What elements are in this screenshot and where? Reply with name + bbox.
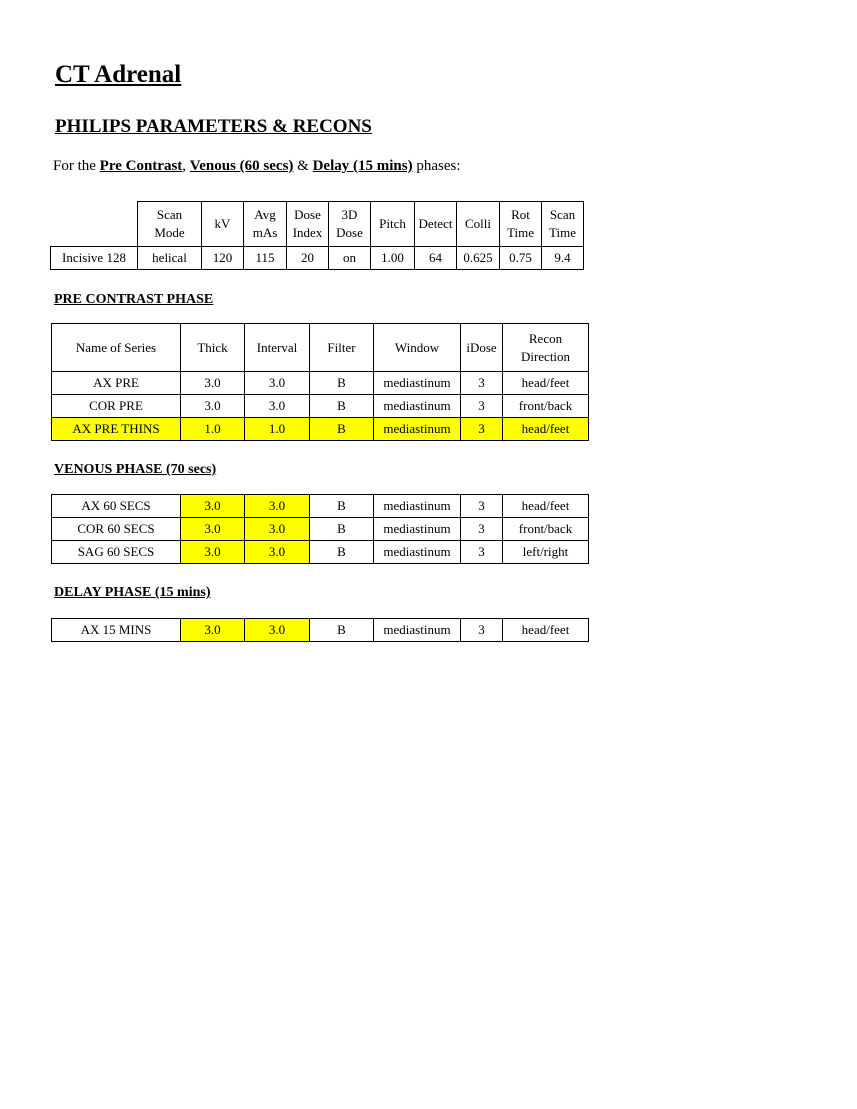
section-heading-pre-contrast: PRE CONTRAST PHASE [54, 292, 214, 307]
scan-parameters-table [50, 201, 584, 270]
header-cell-scan-mode: Scan Mode [138, 202, 202, 247]
table-cell-highlighted: 3.0 [245, 619, 310, 642]
header-cell-3d-dose: 3D Dose [329, 202, 371, 247]
table-cell: 3 [461, 541, 503, 564]
table-cell: B [310, 518, 374, 541]
table-cell: mediastinum [374, 518, 461, 541]
table-cell-highlighted: 3.0 [245, 495, 310, 518]
table-cell-highlighted: 3.0 [181, 541, 245, 564]
table-cell: B [310, 541, 374, 564]
header-cell-dose-index: Dose Index [287, 202, 329, 247]
page-subtitle: PHILIPS PARAMETERS & RECONS [55, 116, 372, 137]
table-row [51, 247, 584, 270]
header-cell-detect: Detect [415, 202, 457, 247]
table-cell: AX 60 SECS [52, 495, 181, 518]
header-cell-rot-time: Rot Time [500, 202, 542, 247]
table-cell: 64 [415, 247, 457, 270]
intro-prefix: For the [53, 158, 100, 174]
table-cell: 3 [461, 418, 503, 441]
table-cell: 3 [461, 372, 503, 395]
table-cell: AX 15 MINS [52, 619, 181, 642]
table-cell: 3 [461, 495, 503, 518]
section-heading-venous: VENOUS PHASE (70 secs) [54, 462, 217, 477]
header-cell-pitch: Pitch [371, 202, 415, 247]
table-row-highlighted [52, 418, 589, 441]
venous-table [51, 494, 589, 564]
table-cell: COR PRE [52, 395, 181, 418]
table-cell: 3.0 [245, 372, 310, 395]
header-cell-filter: Filter [310, 324, 374, 372]
page-title: CT Adrenal [55, 61, 182, 88]
table-cell: 1.0 [181, 418, 245, 441]
table-cell: B [310, 495, 374, 518]
intro-phase-venous: Venous (60 secs) [189, 158, 294, 174]
table-cell: COR 60 SECS [52, 518, 181, 541]
table-cell: mediastinum [374, 418, 461, 441]
table-cell: AX PRE [52, 372, 181, 395]
intro-phase-delay: Delay (15 mins) [312, 158, 413, 174]
table-cell: B [310, 619, 374, 642]
header-cell-interval: Interval [245, 324, 310, 372]
table-cell: head/feet [503, 372, 589, 395]
table-cell: mediastinum [374, 372, 461, 395]
table-cell: helical [138, 247, 202, 270]
intro-text [53, 156, 461, 176]
table-cell: 9.4 [542, 247, 584, 270]
table-cell-highlighted: 3.0 [245, 541, 310, 564]
table-cell: 3 [461, 518, 503, 541]
table-cell: 1.00 [371, 247, 415, 270]
header-cell-scan-time: Scan Time [542, 202, 584, 247]
table-cell-highlighted: 3.0 [181, 495, 245, 518]
delay-table [51, 618, 589, 642]
table-cell-highlighted: 3.0 [181, 518, 245, 541]
table-cell: Incisive 128 [51, 247, 138, 270]
table-cell: AX PRE THINS [52, 418, 181, 441]
table-cell: mediastinum [374, 619, 461, 642]
table-row [52, 619, 589, 642]
table-row [52, 495, 589, 518]
table-cell: head/feet [503, 418, 589, 441]
table-cell: 0.625 [457, 247, 500, 270]
header-cell-kv: kV [202, 202, 244, 247]
table-cell: left/right [503, 541, 589, 564]
intro-sep-2: & [293, 158, 313, 174]
pre-contrast-header-row [52, 324, 589, 372]
table-cell: on [329, 247, 371, 270]
header-cell-colli: Colli [457, 202, 500, 247]
pre-contrast-table [51, 323, 589, 441]
section-heading-delay: DELAY PHASE (15 mins) [54, 585, 211, 600]
table-cell-highlighted: 3.0 [181, 619, 245, 642]
table-cell: B [310, 372, 374, 395]
header-cell-avg-mas: Avg mAs [244, 202, 287, 247]
header-cell-idose: iDose [461, 324, 503, 372]
table-cell: 115 [244, 247, 287, 270]
table-cell: 0.75 [500, 247, 542, 270]
table-row [52, 541, 589, 564]
table-cell: 20 [287, 247, 329, 270]
header-cell-window: Window [374, 324, 461, 372]
header-cell-recon-direction: Recon Direction [503, 324, 589, 372]
table-cell: 3.0 [181, 372, 245, 395]
table-cell: B [310, 418, 374, 441]
table-cell: mediastinum [374, 395, 461, 418]
table-cell: mediastinum [374, 495, 461, 518]
header-cell-series-name: Name of Series [52, 324, 181, 372]
table-cell: 3.0 [245, 395, 310, 418]
table-cell-highlighted: 3.0 [245, 518, 310, 541]
header-cell-blank [51, 202, 138, 247]
table-cell: head/feet [503, 619, 589, 642]
intro-suffix: phases: [412, 158, 461, 174]
table-cell: mediastinum [374, 541, 461, 564]
table-cell: 3.0 [181, 395, 245, 418]
table-cell: front/back [503, 518, 589, 541]
table-cell: head/feet [503, 495, 589, 518]
scan-params-header-row [51, 202, 584, 247]
table-cell: 3 [461, 395, 503, 418]
table-row [52, 518, 589, 541]
intro-phase-pre-contrast: Pre Contrast [99, 158, 183, 174]
header-cell-thick: Thick [181, 324, 245, 372]
intro-sep-1: , [182, 158, 190, 174]
table-cell: SAG 60 SECS [52, 541, 181, 564]
table-cell: front/back [503, 395, 589, 418]
table-row [52, 395, 589, 418]
table-cell: B [310, 395, 374, 418]
table-cell: 120 [202, 247, 244, 270]
table-cell: 1.0 [245, 418, 310, 441]
table-row [52, 372, 589, 395]
table-cell: 3 [461, 619, 503, 642]
